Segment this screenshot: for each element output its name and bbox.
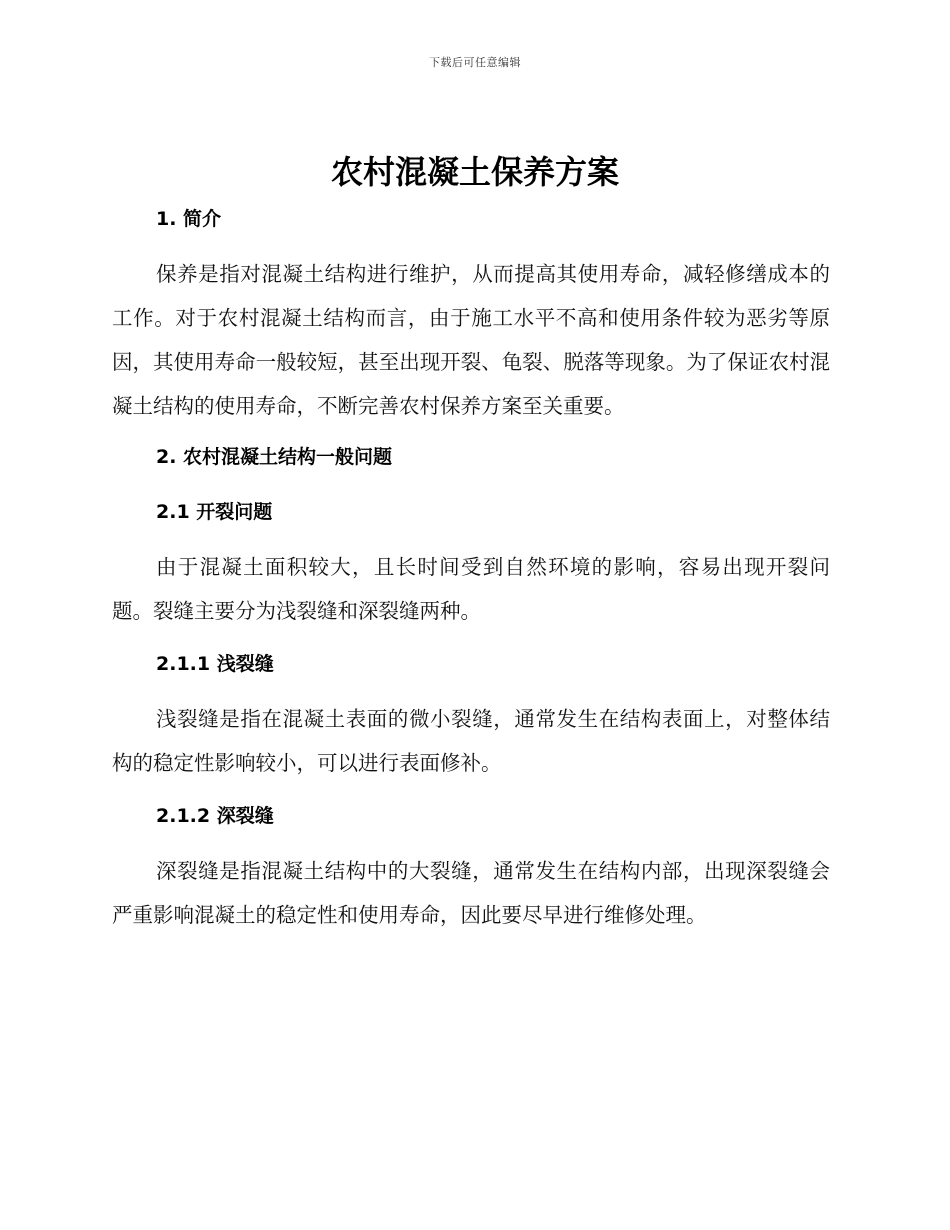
section-heading-common-problems: 2. 农村混凝土结构一般问题 <box>156 446 393 468</box>
section-paragraph-shallow-cracks: 浅裂缝是指在混凝土表面的微小裂缝，通常发生在结构表面上，对整体结构的稳定性影响较小，可以进行表面修补。 <box>112 707 830 775</box>
section-paragraph-deep-cracks: 深裂缝是指混凝土结构中的大裂缝，通常发生在结构内部，出现深裂缝会严重影响混凝土的稳定性和使用寿命，因此要尽早进行维修处理。 <box>112 859 830 927</box>
section-heading-cracking: 2.1 开裂问题 <box>156 501 273 523</box>
document-title: 农村混凝土保养方案 <box>330 153 619 191</box>
section-heading-deep-cracks: 2.1.2 深裂缝 <box>156 805 274 827</box>
section-paragraph-intro: 保养是指对混凝土结构进行维护，从而提高其使用寿命，减轻修缮成本的工作。对于农村混凝土结构而言，由于施工水平不高和使用条件较为恶劣等原因，其使用寿命一般较短，甚至出现开裂、龟裂、脱落等现象。为了保证农村混凝土结构的使用寿命，不断完善农村保养方案至关重要。 <box>112 262 830 418</box>
page-header-note: 下载后可任意编辑 <box>429 56 521 69</box>
section-heading-intro: 1. 简介 <box>156 208 222 230</box>
section-paragraph-cracking: 由于混凝土面积较大，且长时间受到自然环境的影响，容易出现开裂问题。裂缝主要分为浅裂缝和深裂缝两种。 <box>112 555 830 623</box>
section-heading-shallow-cracks: 2.1.1 浅裂缝 <box>156 653 274 675</box>
